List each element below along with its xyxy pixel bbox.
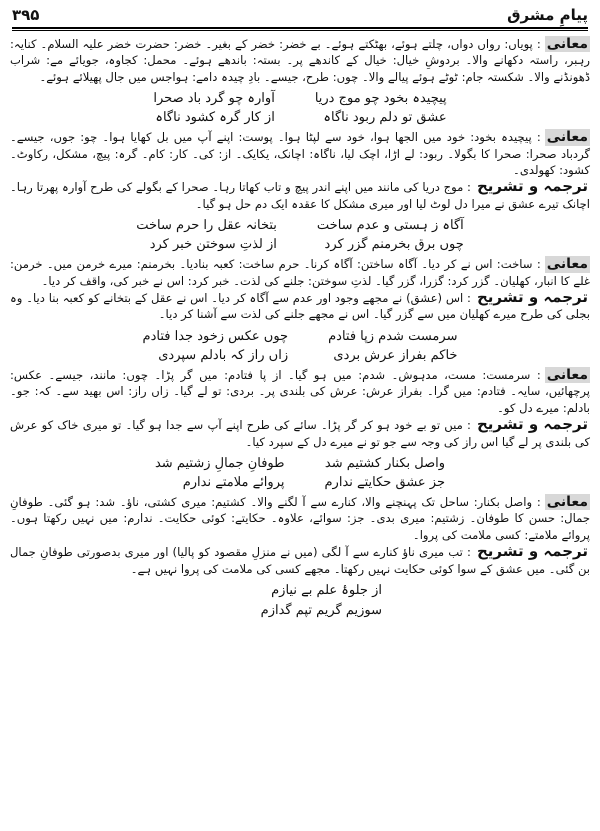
translation-text: : اس (عشق) نے مجھے وجود اور عدم سے آگاہ کر دیا۔ اس نے عقل کے بتخانے کو کعبہ بنا دیا۔ وہ بجلی کی طرح میرے کھلیان میں سے گزر گیا۔ اس نے مجھے جلنے کی لذت سے آشنا کر دیا۔: [10, 291, 590, 322]
translation-3: [10, 289, 590, 323]
tarjuma-label: ترجمہ و تشریح: [476, 288, 588, 307]
tarjuma-label: ترجمہ و تشریح: [476, 177, 588, 196]
maani-label: معانی: [546, 129, 588, 146]
page-header: [8, 6, 592, 30]
translation-text: : میں تو بے خود ہو کر گر پڑا۔ سائے کی طرح اپنے آپ سے جدا ہو گیا۔ تو میری خاک کو عرش کی بلندی پر لے گیا اس راز کی وجہ سے جو تو نے میرے دل کے سپرد کیا۔: [10, 418, 590, 449]
glossary-text: : ساخت: اس نے کر دیا۔ آگاہ ساختن: آگاہ کرنا۔ حرم ساخت: کعبہ بنادیا۔ بخرمنم: میرے خرمن میں۔ خرمن: غلے کا انبار، کھلیان۔ گزر کرد: گزرا، گزر گیا۔ لذتِ سوختن: جلنے کی لذت۔ خبر کرد: اس نے خبر کی، واقف کر دیا۔: [10, 257, 590, 288]
misra: سوزیم گریم تپم گدازم: [260, 602, 382, 618]
misra: خاکم بفراز عرش بردی: [333, 347, 458, 363]
maani-label: معانی: [546, 36, 588, 52]
translation-4: [10, 416, 590, 450]
misra: آوارہ چو گرد باد صحرا: [153, 91, 275, 107]
maani-label: معانی: [546, 493, 588, 510]
misra: جز عشق حکایتے ندارم: [324, 474, 446, 490]
misra: آگاہ ز ہستی و عدم ساخت: [316, 218, 464, 234]
verse-5: [8, 581, 382, 621]
header-rule-thin: [12, 30, 588, 31]
tarjuma-label: ترجمہ و تشریح: [476, 542, 588, 561]
glossary-text: : سرمست: مست، مدہوش۔ شدم: میں ہو گیا۔ از پا فتادم: میں گر پڑا۔ چوں: مانند، جیسے۔ عکس: پرچھائیں، سایہ۔ فتادم: میں گرا۔ بفراز عرش: عرش کی بلندی پر۔ بردی: تو لے گیا۔ زاں راز: اس بھید سے۔ کہ: جو۔ بادلم: میرے دل کو۔: [10, 367, 590, 415]
misra: چوں برق بخرمنم گزر کرد: [324, 237, 464, 253]
misra: پیچیدہ بخود چو موج دریا: [314, 91, 447, 107]
misra: واصل بکنار کشتیم شد: [324, 455, 446, 471]
verse-3: [8, 327, 592, 365]
page-number: ۳۹۵: [12, 6, 40, 24]
translation-2: [10, 178, 590, 212]
header-rule: [12, 27, 588, 29]
glossary-2: [10, 129, 590, 178]
maani-label: معانی: [546, 366, 588, 383]
glossary-text: : واصل بکنار: ساحل تک پہنچنے والا، کنارے سے آ لگنے والا۔ کشتیم: میری کشتی، ناؤ۔ شد: ہو گئی۔ طوفانِ جمال: حسن کا طوفان۔ زشتیم: میری بدی۔ جز: سوائے، علاوہ۔ حکایتے: کوئی حکایت۔ ندارم: میں نہیں رکھتا ہوں۔ پروائے ملامتے: کسی ملامت کی پروا۔: [10, 494, 590, 542]
misra: از کار گرہ کشود ناگاہ: [155, 110, 275, 126]
running-title: پیامِ مشرق: [507, 6, 588, 24]
verse-2: [8, 216, 592, 254]
misra: از جلوۂ علم بے نیازم: [271, 582, 382, 598]
glossary-3: [10, 256, 590, 289]
misra: طوفانِ جمالِ زشتیم شد: [154, 455, 285, 471]
glossary-1: [10, 36, 590, 85]
misra: چوں عکس زخود جدا فتادم: [142, 328, 289, 344]
translation-text: : تب میری ناؤ کنارے سے آ لگی (میں نے منزلِ مقصود کو پالیا) اور میری بدصورتی طوفانِ جمال بن گئی۔ میں عشق کے سوا کوئی حکایت نہیں رکھتا۔ مجھے کسی کی ملامت کی پروا نہیں ہے۔: [10, 545, 590, 576]
misra: از لذتِ سوختن خبر کرد: [149, 237, 277, 253]
verse-1: [8, 89, 592, 127]
translation-5: [10, 543, 590, 577]
glossary-5: [10, 494, 590, 543]
misra: بتخانہ عقل را حرم ساخت: [136, 218, 277, 234]
misra: زاں راز کہ بادلم سپردی: [158, 347, 289, 363]
glossary-text: : پیچیدہ بخود: خود میں الجھا ہوا، خود سے لپٹا ہوا۔ پوست: اپنے آپ میں بل کھایا ہوا۔ چو: جوں، جیسے۔ گردباد صحرا: صحرا کا بگولا۔ ربود: لے اڑا، اچک لیا، ناگاہ: اچانک، یکایک۔ از: کی۔ کار: کام۔ گرہ: پیچ، مشکل، رکاوٹ۔ کشود: کھولدی۔: [10, 130, 590, 178]
glossary-4: [10, 367, 590, 416]
maani-label: معانی: [546, 256, 588, 273]
misra: عشق تو دلم ربود ناگاہ: [323, 110, 447, 126]
misra: پروائے ملامتے ندارم: [182, 474, 285, 490]
verse-4: [8, 454, 592, 492]
misra: سرمست شدم زپا فتادم: [328, 328, 458, 344]
glossary-text: : پویاں: رواں دواں، چلتے ہوئے، بھٹکتے ہوئے۔ بے خضر: خضر کے بغیر۔ خضر: حضرت خضر علیہ السلام۔ کنایہ: رہبر، راستہ دکھانے والا۔ بردوشِ خیال: خیال کے کاندھے پر۔ بستہ: باندھے ہوئے۔ محمل: کجاوہ، جویائے مے: شراب ڈھونڈنے والا۔ شکستہ جام: ٹوٹے ہوئے پیالے والا۔ چوں: طرح، جیسے۔ بادِ چیدہ دامے: ہواجس میں جال پھیلائے ہوئے۔: [10, 37, 590, 84]
tarjuma-label: ترجمہ و تشریح: [476, 415, 588, 434]
translation-text: : موج دریا کی مانند میں اپنے اندر پیچ و تاب کھاتا رہا۔ صحرا کے بگولے کی طرح آوارہ پھرتا رہا۔ اچانک تیرے عشق نے میرا دل لوٹ لیا اور میری مشکل کا عقدہ ایک دم حل ہو گیا۔: [10, 180, 590, 211]
